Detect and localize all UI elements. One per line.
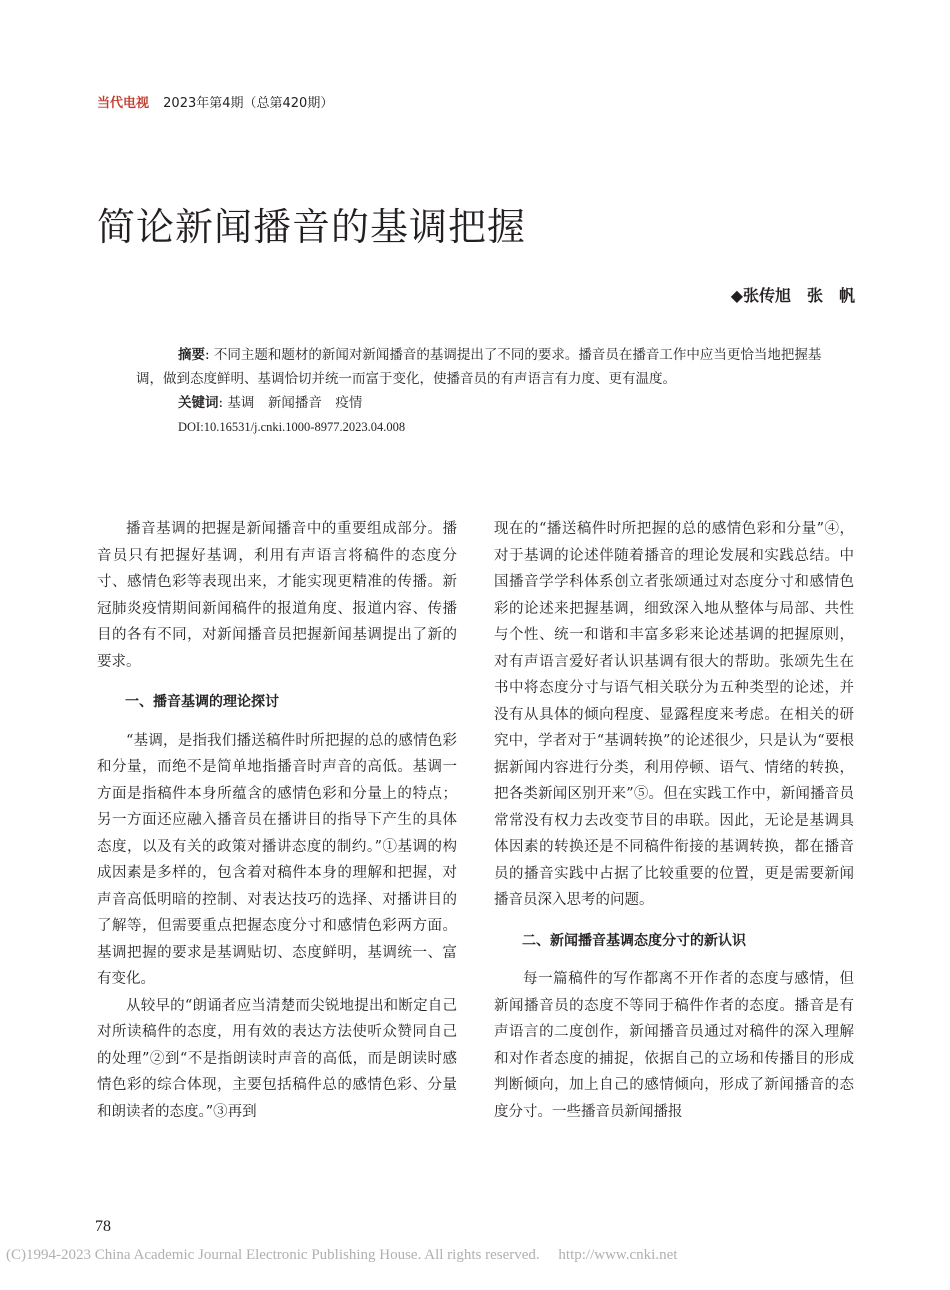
section2-paragraph-1: 每一篇稿件的写作都离不开作者的态度与感情，但新闻播音员的态度不等同于稿件作者的态度。播音是有声语言的二度创作，新闻播音员通过对稿件的深入理解和对作者态度的捕捉，依据自己的立场和传播目的形成判断倾向，加上自己的感情倾向，形成了新闻播音的态度分寸。一些播音员新闻播报 xyxy=(494,971,854,1120)
section-heading-1: 一、播音基调的理论探讨 xyxy=(125,694,279,710)
copyright-watermark: (C)1994-2023 China Academic Journal Electronic Publishing House. All rights reserved. http://www.cnki.net xyxy=(6,1247,678,1263)
keywords-label: 关键词 xyxy=(178,395,219,411)
article-title: 简论新闻播音的基调把握 xyxy=(97,205,527,249)
abstract-label: 摘要 xyxy=(178,347,205,363)
abstract xyxy=(136,343,826,391)
keywords xyxy=(136,391,826,415)
authors: ◆张传旭 张 帆 xyxy=(730,286,855,305)
abstract-block xyxy=(136,343,826,439)
issue-info: 2023年第4期（总第420期） xyxy=(163,96,334,111)
doi: DOI:10.16531/j.cnki.1000-8977.2023.04.008 xyxy=(178,420,406,434)
journal-name: 当代电视 xyxy=(97,96,150,111)
section-heading-2: 二、新闻播音基调态度分寸的新认识 xyxy=(522,932,746,949)
intro-paragraph: 播音基调的把握是新闻播音中的重要组成部分。播音员只有把握好基调，利用有声语言将稿件的态度分寸、感情色彩等表现出来，才能实现更精准的传播。新冠肺炎疫情期间新闻稿件的报道角度、报道内容、传播目的各有不同，对新闻播音员把握新闻基调提出了新的要求。 xyxy=(97,521,457,670)
section1-paragraph-2: 从较早的“朗诵者应当清楚而尖锐地提出和断定自己对所读稿件的态度，用有效的表达方法使听众赞同自己的处理”②到“不是指朗读时声音的高低，而是朗读时感情色彩的综合体现，主要包括稿件总的感情色彩、分量和朗读者的态度。”③再到 xyxy=(97,997,457,1120)
abstract-text: : 不同主题和题材的新闻对新闻播音的基调提出了不同的要求。播音员在播音工作中应当更恰当地把握基调，做到态度鲜明、基调恰切并统一而富于变化，使播音员的有声语言有力度、更有温度。 xyxy=(136,347,822,387)
keywords-text: : 基调 新闻播音 疫情 xyxy=(218,395,363,411)
right-column xyxy=(494,516,854,1125)
page-number: 78 xyxy=(95,1218,111,1235)
section1-paragraph-1: “基调，是指我们播送稿件时所把握的总的感情色彩和分量，而绝不是简单地指播音时声音的高低。基调一方面是指稿件本身所蕴含的感情色彩和分量上的特点；另一方面还应融入播音员在播讲目的指导下产生的具体态度，以及有关的政策对播讲态度的制约。”①基调的构成因素是多样的，包含着对稿件本身的理解和把握，对声音高低明暗的控制、对表达技巧的选择、对播讲目的了解等，但需要重点把握态度分寸和感情色彩两方面。基调把握的要求是基调贴切、态度鲜明，基调统一、富有变化。 xyxy=(97,732,457,987)
section1-paragraph-3: 现在的“播送稿件时所把握的总的感情色彩和分量”④，对于基调的论述伴随着播音的理论发展和实践总结。中国播音学学科体系创立者张颂通过对态度分寸和感情色彩的论述来把握基调，细致深入地从整体与局部、共性与个性、统一和谐和丰富多彩来论述基调的把握原则，对有声语言爱好者认识基调有很大的帮助。张颂先生在书中将态度分寸与语气相关联分为五种类型的论述，并没有从具体的倾向程度、显露程度来考虑。在相关的研究中，学者对于“基调转换”的论述很少，只是认为“要根据新闻内容进行分类，利用停顿、语气、情绪的转换，把各类新闻区别开来”⑤。但在实践工作中，新闻播音员常常没有权力去改变节目的串联。因此，无论是基调具体因素的转换还是不同稿件衔接的基调转换，都在播音员的播音实践中占据了比较重要的位置，更是需要新闻播音员深入思考的问题。 xyxy=(494,521,854,908)
journal-header xyxy=(97,92,333,111)
left-column xyxy=(97,516,457,1125)
